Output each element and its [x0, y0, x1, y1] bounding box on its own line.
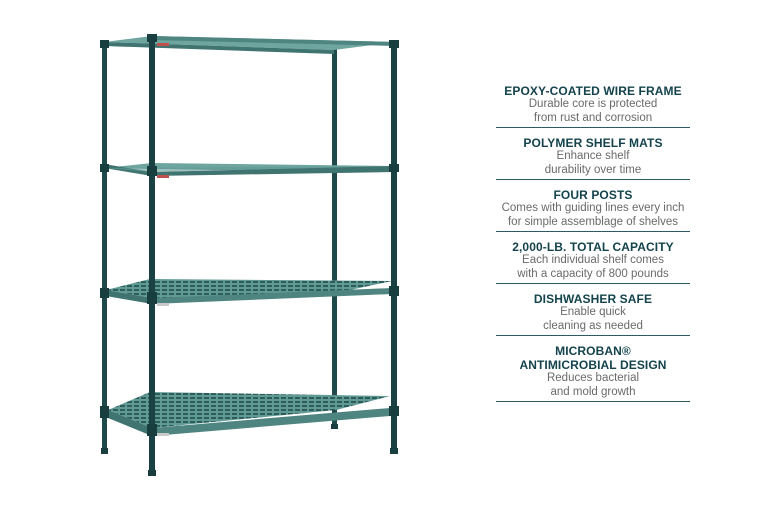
feature-list — [496, 84, 690, 410]
feature-desc-line: cleaning as needed — [543, 319, 643, 332]
feature-title: FOUR POSTS — [553, 188, 633, 202]
feature-title: ANTIMICROBIAL DESIGN — [519, 358, 667, 372]
feature-desc-line: Comes with guiding lines every inch — [501, 202, 685, 214]
feature-desc-line: for simple assemblage of shelves — [507, 215, 679, 228]
feature-desc-line: and mold growth — [550, 385, 636, 398]
feature-desc-line: Enable quick — [560, 306, 626, 318]
feature-desc-line: from rust and corrosion — [533, 111, 653, 124]
feature-title: 2,000-LB. TOTAL CAPACITY — [512, 240, 674, 254]
feature-dishwasher-safe — [496, 292, 690, 336]
back-left-post — [102, 42, 107, 452]
feature-desc-line: Durable core is protected — [528, 98, 658, 110]
feature-desc-line: Each individual shelf comes — [522, 254, 664, 266]
feature-title: POLYMER SHELF MATS — [523, 136, 663, 150]
feature-desc-line: durability over time — [544, 163, 642, 176]
front-left-post — [149, 36, 155, 476]
feature-desc-line: Reduces bacterial — [546, 372, 640, 384]
feature-epoxy-frame — [496, 84, 690, 128]
feature-polymer-mats — [496, 136, 690, 180]
feature-title: MICROBAN® — [555, 344, 631, 358]
feature-desc-line: with a capacity of 800 pounds — [517, 267, 669, 280]
back-right-post — [332, 48, 337, 428]
feature-title: DISHWASHER SAFE — [533, 292, 653, 306]
feature-four-posts — [496, 188, 690, 232]
front-right-post — [391, 42, 397, 452]
feature-desc-line: Enhance shelf — [556, 150, 630, 162]
feature-title: EPOXY-COATED WIRE FRAME — [504, 84, 682, 98]
feature-microban — [496, 344, 690, 402]
feature-capacity — [496, 240, 690, 284]
